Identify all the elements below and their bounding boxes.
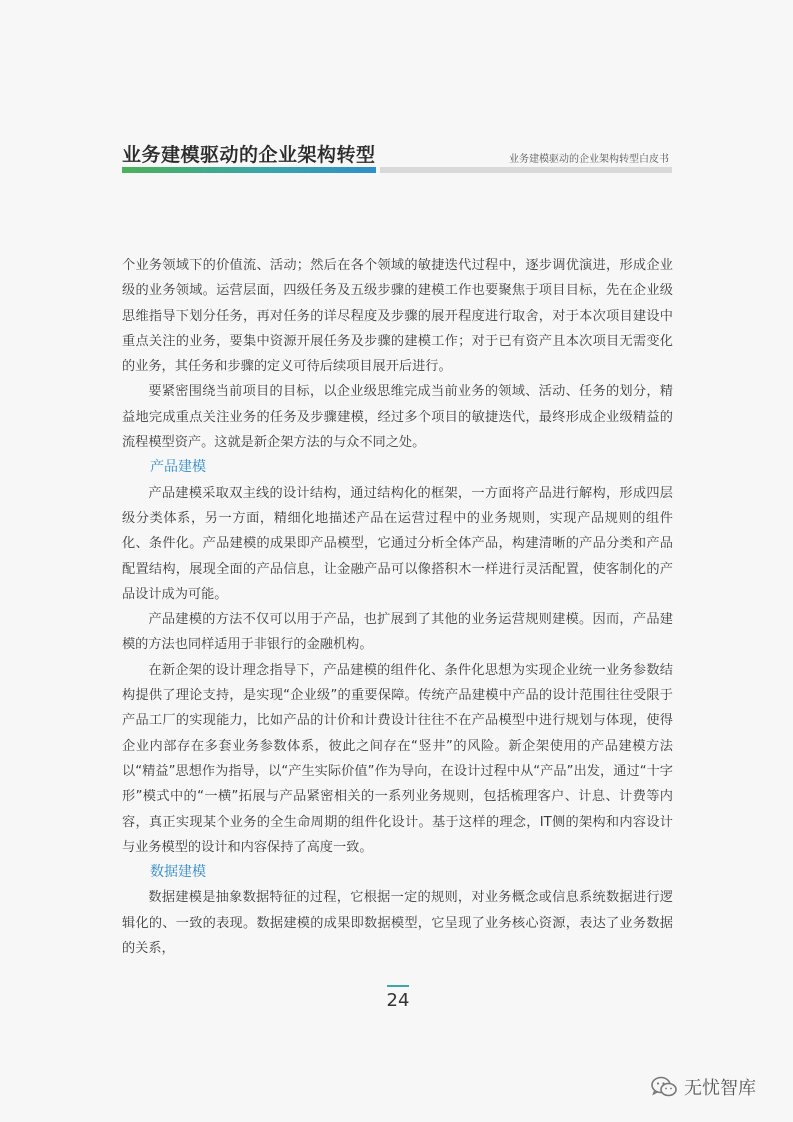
- body-paragraph: 要紧密围绕当前项目的目标，以企业级思维完成当前业务的领域、活动、任务的划分，精益地完成重点关注业务的任务及步骤建模，经过多个项目的敏捷迭代，最终形成企业级精益的流程模型资产。这就是新企架方法的与众不同之处。: [122, 384, 673, 451]
- page-number: 24: [386, 990, 410, 1011]
- section-heading: 数据建模: [150, 864, 206, 881]
- body-content: [122, 253, 673, 961]
- body-paragraph: 产品建模采取双主线的设计结构，通过结构化的框架，一方面将产品进行解构，形成四层级分类体系，另一方面，精细化地描述产品在运营过程中的业务规则，实现产品规则的组件化、条件化。产品建模的成果即产品模型，它通过分析全体产品，构建清晰的产品分类和产品配置结构，展现全面的产品信息，让金融产品可以像搭积木一样进行灵活配置，使客制化的产品设计成为可能。: [122, 485, 673, 602]
- body-paragraph: 数据建模是抽象数据特征的过程，它根据一定的规则，对业务概念或信息系统数据进行逻辑化的、一致的表现。数据建模的成果即数据模型，它呈现了业务核心资源，表达了业务数据的关系，: [122, 890, 673, 957]
- section-heading: 产品建模: [150, 459, 206, 476]
- watermark-text: 无忧智库: [684, 1078, 756, 1099]
- page-number-accent: [387, 985, 409, 987]
- header-divider-bar: [380, 167, 672, 173]
- body-paragraph: 个业务领域下的价值流、活动；然后在各个领域的敏捷迭代过程中，逐步调优演进，形成企业级的业务领域。运营层面，四级任务及五级步骤的建模工作也要聚焦于项目目标，先在企业级思维指导下划分任务，再对任务的详尽程度及步骤的展开程度进行取舍，对于本次项目建设中重点关注的业务，要集中资源开展任务及步骤的建模工作；对于已有资产且本次项目无需变化的业务，其任务和步骤的定义可待后续项目展开后进行。: [122, 258, 673, 375]
- body-paragraph: 在新企架的设计理念指导下，产品建模的组件化、条件化思想为实现企业统一业务参数结构提供了理论支持，是实现“企业级”的重要保障。传统产品建模中产品的设计范围往往受限于产品工厂的实现能力，比如产品的计价和计费设计往往不在产品模型中进行规划与体现，使得企业内部存在多套业务参数体系，彼此之间存在“竖井”的风险。新企架使用的产品建模方法以“精益”思想作为指导，以“产生实际价值”作为导向，在设计过程中从“产品”出发，通过“十字形”模式中的“一横”拓展与产品紧密相关的一系列业务规则，包括梳理客户、计息、计费等内容，真正实现某个业务的全生命周期的组件化设计。基于这样的理念，IT侧的架构和内容设计与业务模型的设计和内容保持了高度一致。: [122, 662, 673, 855]
- header-accent-bar: [122, 167, 376, 173]
- body-paragraph: 产品建模的方法不仅可以用于产品，也扩展到了其他的业务运营规则建模。因而，产品建模的方法也同样适用于非银行的金融机构。: [122, 612, 673, 653]
- wechat-icon: [650, 1076, 678, 1098]
- header-subtitle: 业务建模驱动的企业架构转型白皮书: [509, 154, 669, 165]
- watermark: [650, 1074, 756, 1100]
- header-title: 业务建模驱动的企业架构转型: [122, 144, 376, 166]
